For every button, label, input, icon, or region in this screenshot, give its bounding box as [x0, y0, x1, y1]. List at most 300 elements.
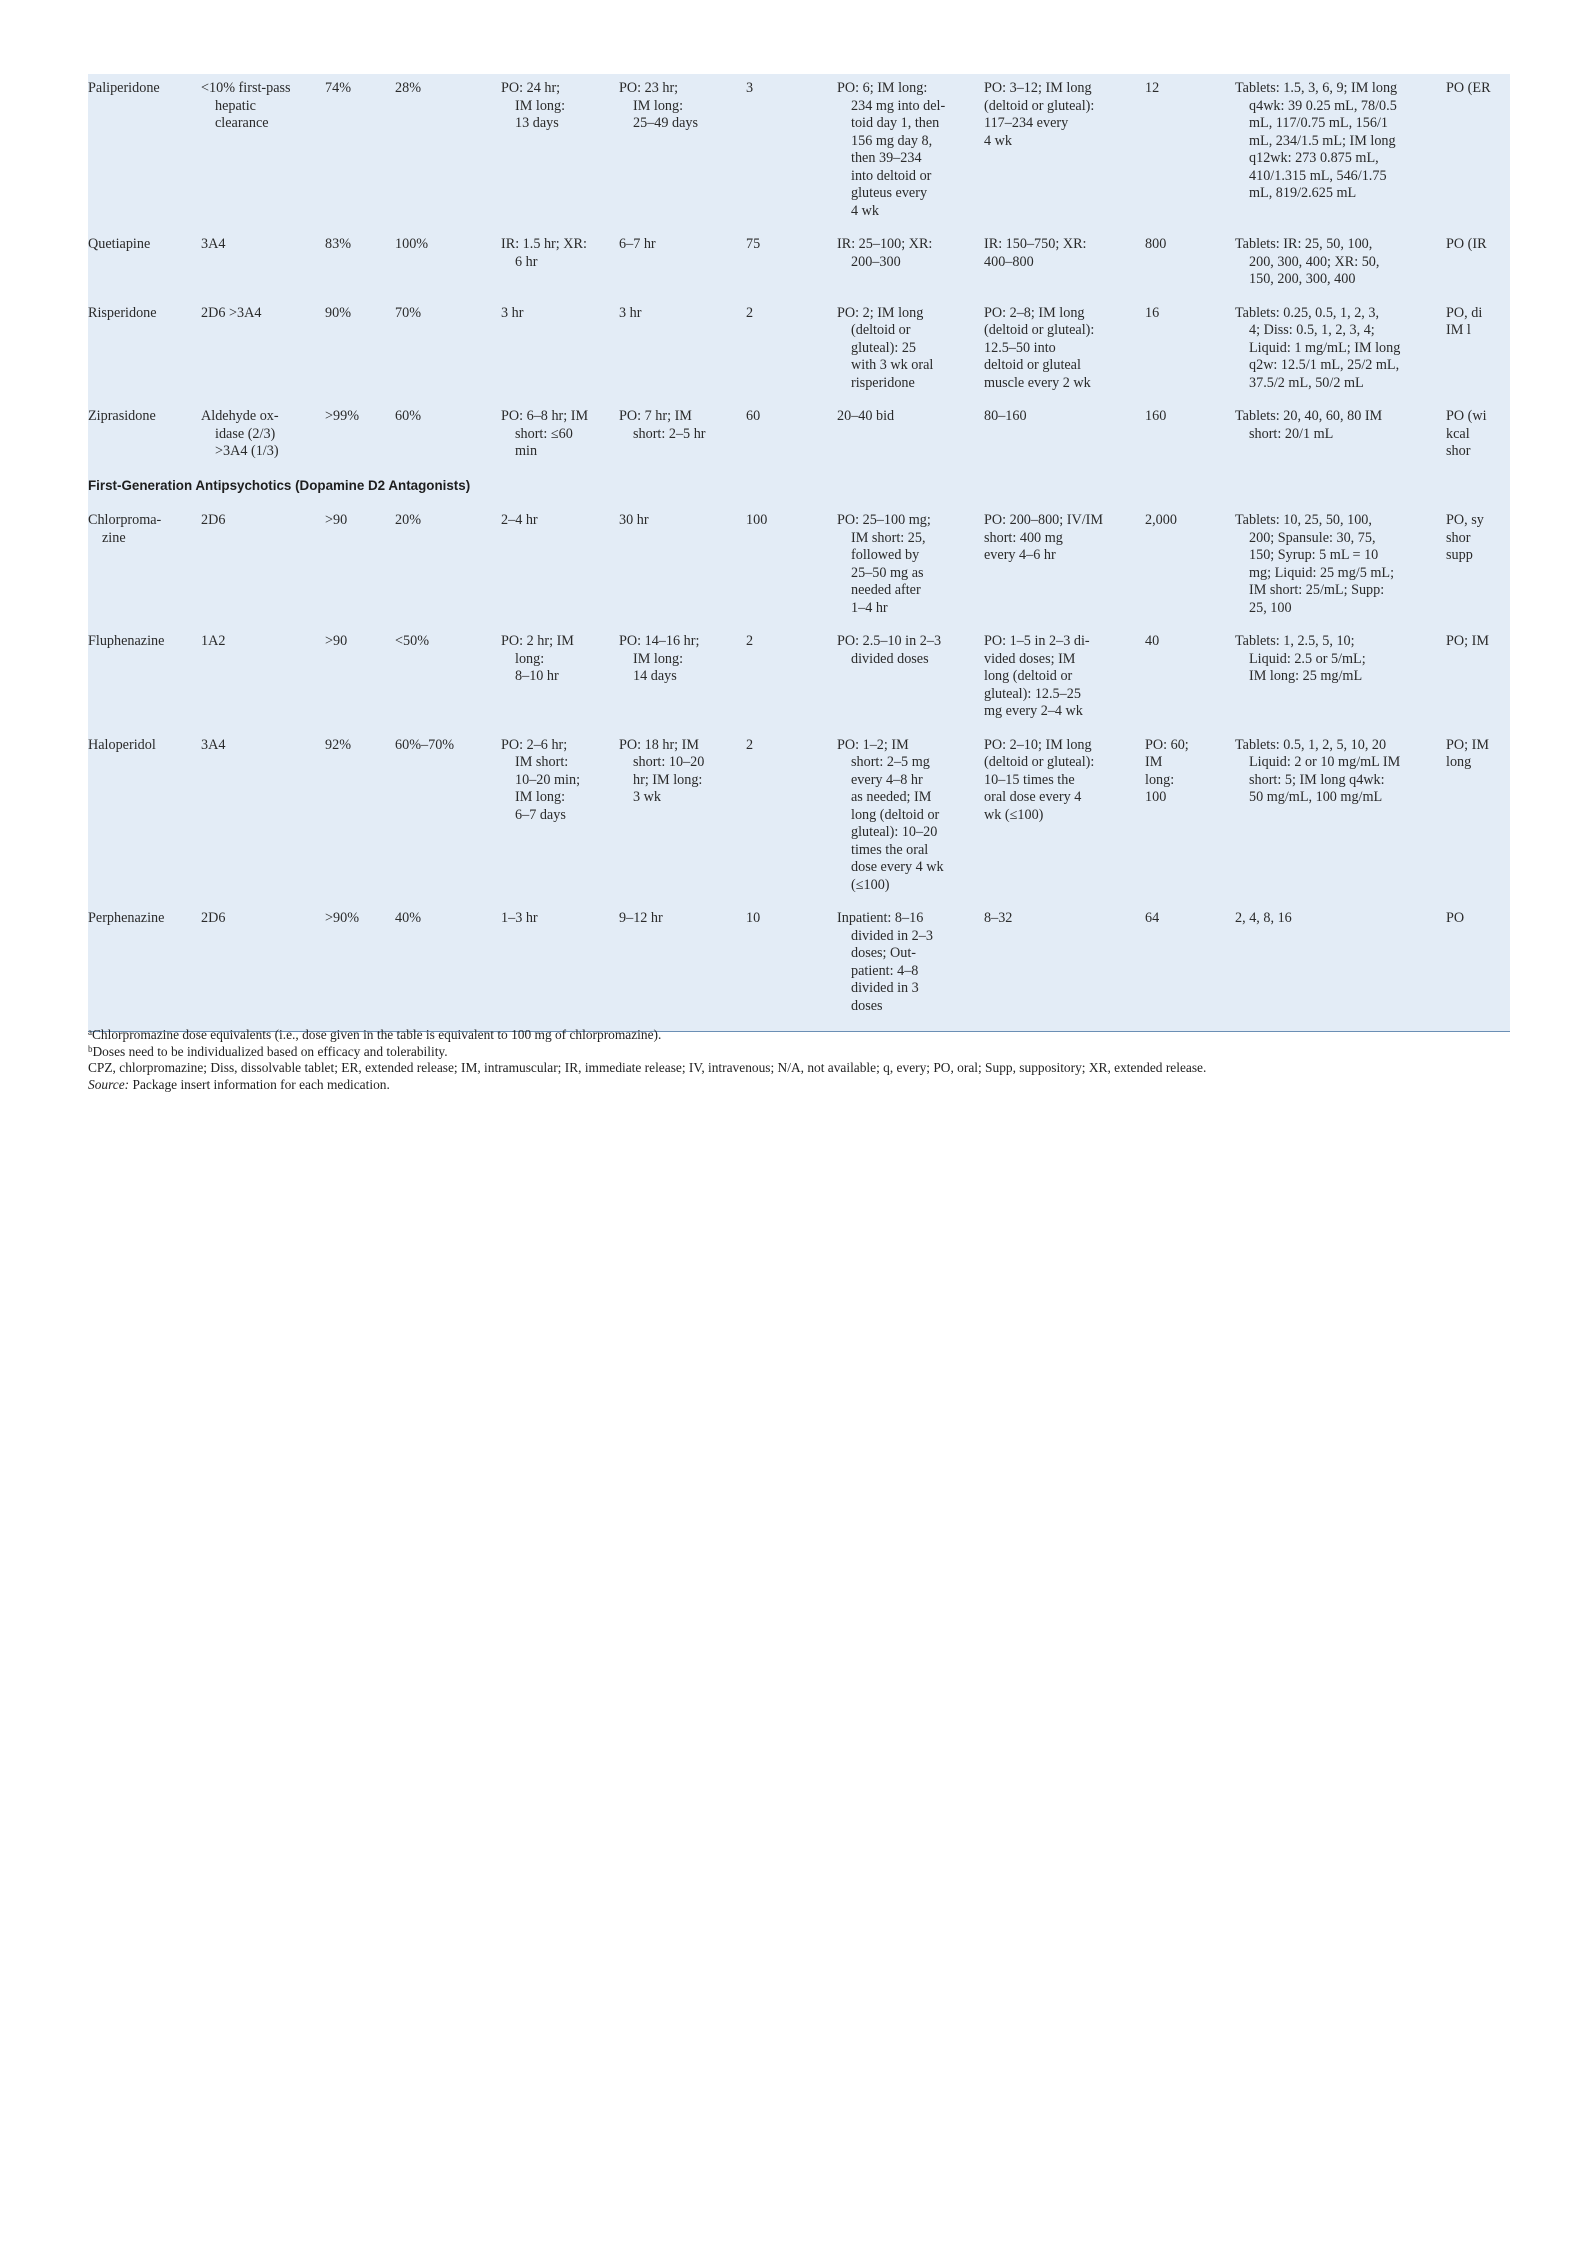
- antipsychotic-table: [88, 74, 1510, 1032]
- cell-line: Tablets: 10, 25, 50, 100,: [1235, 512, 1372, 528]
- cell-name: [88, 737, 201, 911]
- cell-forms: [1235, 305, 1446, 409]
- cell-line: 117–234 every: [984, 115, 1069, 131]
- cell-line: q2w: 12.5/1 mL, 25/2 mL,: [1249, 357, 1400, 373]
- footnote-b-mark: b: [88, 1043, 93, 1054]
- table-row: [88, 236, 1510, 305]
- cell-line: short: 5; IM long q4wk:: [1249, 771, 1385, 788]
- cell-line: Chlorproma-: [88, 512, 162, 528]
- cell-line: supp: [1446, 547, 1473, 563]
- cell-line: 10–15 times the: [984, 771, 1075, 788]
- cell-line: IM long:: [515, 97, 566, 114]
- cell-line: toid day 1, then: [851, 115, 940, 131]
- cell-line: 12.5–50 into: [984, 339, 1056, 356]
- cell-line: 9–12 hr: [619, 910, 663, 926]
- cell-line: short: 20/1 mL: [1249, 425, 1334, 442]
- cell-line: then 39–234: [851, 150, 922, 166]
- cell-line: 6–7 days: [515, 806, 566, 823]
- cell-line: PO: 18 hr; IM: [619, 736, 700, 753]
- cell-line: 13 days: [515, 115, 559, 131]
- cell-route: [1446, 74, 1510, 236]
- cell-line: 6–7 hr: [619, 236, 656, 252]
- cell-line: 100: [1145, 789, 1167, 805]
- cell-line: (deltoid or gluteal):: [984, 97, 1095, 114]
- cell-route: [1446, 633, 1510, 737]
- cell-line: (deltoid or: [851, 322, 911, 338]
- cell-usual: [984, 910, 1145, 1031]
- cell-line: every 4–6 hr: [984, 547, 1056, 563]
- cell-line: Risperidone: [88, 304, 157, 321]
- cell-line: deltoid or gluteal: [984, 357, 1081, 373]
- cell-line: PO: 25–100 mg;: [837, 512, 931, 528]
- cell-line: PO: 1–2; IM: [837, 736, 909, 753]
- cell-line: >99%: [325, 408, 360, 424]
- cell-line: PO, di: [1446, 304, 1483, 321]
- cell-line: into deltoid or: [851, 167, 932, 184]
- cell-line: mg every 2–4 wk: [984, 703, 1083, 719]
- cell-line: IR: 1.5 hr; XR:: [501, 236, 587, 252]
- cell-line: PO: 2.5–10 in 2–3: [837, 633, 942, 649]
- cell-line: (≤100): [851, 876, 890, 893]
- cell-line: IM short: 25/mL; Supp:: [1249, 582, 1385, 598]
- cell-line: muscle every 2 wk: [984, 374, 1091, 391]
- cell-line: 83%: [325, 236, 352, 252]
- cell-line: Tablets: 0.5, 1, 2, 5, 10, 20: [1235, 736, 1387, 753]
- cell-line: 1–3 hr: [501, 910, 538, 926]
- cell-tmax: [501, 506, 619, 633]
- cell-bioavail: [325, 236, 395, 305]
- cell-metabolism: [201, 305, 325, 409]
- cell-line: 37.5/2 mL, 50/2 mL: [1249, 374, 1364, 391]
- cell-line: PO: 6; IM long:: [837, 80, 928, 96]
- cell-line: zine: [102, 529, 126, 546]
- cell-line: PO: 6–8 hr; IM: [501, 408, 589, 424]
- cell-tmax: [501, 236, 619, 305]
- cell-line: 156 mg day 8,: [851, 132, 933, 149]
- cell-line: gluteal): 10–20: [851, 824, 938, 840]
- cell-line: long (deltoid or: [851, 806, 940, 823]
- abbreviations-note: CPZ, chlorpromazine; Diss, dissolvable tablet; ER, extended release; IM, intramuscular; IR, immediate release; IV, intravenous; N/A, not available; q, every; PO, oral; Supp, suppository; XR, extended release.: [88, 1060, 1207, 1075]
- cell-line: PO: 2; IM long: [837, 304, 924, 321]
- cell-line: 10: [746, 910, 761, 926]
- cell-line: with 3 wk oral: [851, 357, 934, 373]
- cell-line: IM l: [1446, 322, 1471, 338]
- table-row: [88, 633, 1510, 737]
- cell-line: IM long:: [633, 97, 684, 114]
- cell-start: [837, 737, 984, 911]
- cell-max: [1145, 236, 1235, 305]
- cell-line: Quetiapine: [88, 236, 151, 252]
- cell-bioavail: [325, 74, 395, 236]
- cell-line: long: [1446, 754, 1472, 770]
- cell-line: hepatic: [215, 97, 256, 114]
- cell-line: PO; IM: [1446, 736, 1489, 753]
- cell-metabolism: [201, 506, 325, 633]
- cell-equiv: [746, 737, 837, 911]
- cell-max: [1145, 910, 1235, 1031]
- footnote-b: [88, 1044, 1548, 1061]
- cell-halflife: [619, 408, 746, 477]
- cell-line: 90%: [325, 304, 352, 321]
- cell-line: mg; Liquid: 25 mg/5 mL;: [1249, 564, 1395, 581]
- table-row: [88, 408, 1510, 477]
- cell-line: 160: [1145, 408, 1167, 424]
- table-body-second-generation: [88, 74, 1510, 477]
- table-row: [88, 910, 1510, 1031]
- cell-forms: [1235, 737, 1446, 911]
- cell-line: long:: [515, 650, 545, 667]
- table-section-header: [88, 477, 1510, 507]
- cell-line: 25–50 mg as: [851, 564, 924, 581]
- cell-start: [837, 74, 984, 236]
- cell-line: PO (ER: [1446, 80, 1491, 96]
- cell-start: [837, 506, 984, 633]
- cell-line: Liquid: 1 mg/mL; IM long: [1249, 339, 1401, 356]
- cell-line: 60%–70%: [395, 736, 455, 753]
- cell-line: 80–160: [984, 408, 1027, 424]
- cell-line: 4 wk: [851, 202, 879, 219]
- cell-line: IM short: 25,: [851, 529, 926, 546]
- cell-line: 2: [746, 304, 754, 321]
- cell-line: gluteal): 12.5–25: [984, 685, 1081, 702]
- cell-line: 3 hr: [619, 304, 642, 321]
- cell-line: wk (≤100): [984, 806, 1044, 823]
- cell-line: 1–4 hr: [851, 599, 888, 616]
- cell-line: 150, 200, 300, 400: [1249, 271, 1356, 287]
- cell-line: PO: 7 hr; IM: [619, 408, 692, 424]
- table-footnotes: [88, 1027, 1548, 1093]
- table-body-first-generation: [88, 506, 1510, 1031]
- cell-line: long:: [1145, 771, 1175, 788]
- cell-equiv: [746, 236, 837, 305]
- cell-line: short: 2–5 hr: [633, 425, 706, 442]
- cell-line: 74%: [325, 80, 352, 96]
- cell-line: IM short:: [515, 754, 569, 770]
- cell-line: doses: [851, 997, 883, 1014]
- cell-tmax: [501, 408, 619, 477]
- cell-line: 50 mg/mL, 100 mg/mL: [1249, 789, 1383, 805]
- cell-line: Tablets: IR: 25, 50, 100,: [1235, 236, 1373, 252]
- cell-line: needed after: [851, 582, 921, 598]
- cell-line: IM: [1145, 754, 1163, 770]
- cell-line: gluteus every: [851, 185, 928, 201]
- cell-line: 25–49 days: [633, 115, 699, 131]
- cell-equiv: [746, 506, 837, 633]
- cell-start: [837, 910, 984, 1031]
- cell-line: patient: 4–8: [851, 962, 919, 979]
- cell-line: 200, 300, 400; XR: 50,: [1249, 253, 1380, 270]
- cell-bioavail: [325, 633, 395, 737]
- cell-line: short: 400 mg: [984, 529, 1063, 546]
- cell-metabolism: [201, 910, 325, 1031]
- cell-line: 3 hr: [501, 304, 524, 321]
- cell-equiv: [746, 408, 837, 477]
- cell-tmax: [501, 74, 619, 236]
- cell-bioavail: [325, 737, 395, 911]
- cell-line: mL, 819/2.625 mL: [1249, 185, 1357, 201]
- source-label: Source:: [88, 1076, 130, 1092]
- cell-line: short: 10–20: [633, 754, 705, 770]
- cell-line: >90: [325, 633, 348, 649]
- cell-line: short: ≤60: [515, 425, 573, 442]
- cell-line: Fluphenazine: [88, 633, 165, 649]
- table-row: [88, 305, 1510, 409]
- cell-line: 10–20 min;: [515, 771, 581, 788]
- cell-line: 150; Syrup: 5 mL = 10: [1249, 547, 1379, 563]
- cell-line: Tablets: 1.5, 3, 6, 9; IM long: [1235, 80, 1398, 96]
- cell-line: 6 hr: [515, 253, 538, 270]
- cell-line: times the oral: [851, 841, 929, 858]
- cell-route: [1446, 737, 1510, 911]
- cell-line: clearance: [215, 115, 269, 131]
- cell-line: 40: [1145, 633, 1160, 649]
- footnote-a-text: Chlorpromazine dose equivalents (i.e., dose given in the table is equivalent to 100 mg of chlorpromazine).: [92, 1027, 662, 1042]
- cell-line: 2: [746, 736, 754, 753]
- table-row: [88, 74, 1510, 236]
- cell-metabolism: [201, 236, 325, 305]
- cell-line: idase (2/3): [215, 425, 276, 442]
- cell-line: 100%: [395, 236, 429, 252]
- cell-line: dose every 4 wk: [851, 859, 944, 875]
- cell-start: [837, 633, 984, 737]
- cell-protein: [395, 74, 501, 236]
- cell-protein: [395, 408, 501, 477]
- cell-forms: [1235, 910, 1446, 1031]
- cell-line: hr; IM long:: [633, 771, 703, 788]
- source-note: [88, 1077, 1548, 1094]
- cell-line: PO, sy: [1446, 512, 1484, 528]
- cell-name: [88, 74, 201, 236]
- cell-line: 64: [1145, 910, 1160, 926]
- cell-line: 410/1.315 mL, 546/1.75: [1249, 167, 1387, 184]
- cell-line: oral dose every 4: [984, 789, 1082, 805]
- cell-equiv: [746, 74, 837, 236]
- cell-line: divided doses: [851, 650, 929, 667]
- cell-line: PO (wi: [1446, 408, 1487, 424]
- cell-line: 2D6: [201, 512, 226, 528]
- cell-line: long (deltoid or: [984, 668, 1073, 684]
- cell-usual: [984, 737, 1145, 911]
- cell-line: IM long:: [633, 650, 684, 667]
- cell-line: PO: 14–16 hr;: [619, 633, 700, 649]
- cell-line: IR: 150–750; XR:: [984, 236, 1087, 252]
- cell-line: 4; Diss: 0.5, 1, 2, 3, 4;: [1249, 322, 1375, 338]
- cell-line: Inpatient: 8–16: [837, 910, 924, 926]
- cell-line: shor: [1446, 529, 1471, 546]
- table-row: [88, 506, 1510, 633]
- cell-line: 800: [1145, 236, 1167, 252]
- cell-line: q4wk: 39 0.25 mL, 78/0.5: [1249, 97, 1397, 114]
- cell-halflife: [619, 737, 746, 911]
- cell-line: PO (IR: [1446, 236, 1487, 252]
- cell-line: 3 wk: [633, 789, 661, 805]
- cell-line: PO: 2–10; IM long: [984, 736, 1092, 753]
- drug-table: [88, 74, 1510, 1031]
- cell-line: 234 mg into del-: [851, 97, 946, 114]
- cell-line: 200–300: [851, 253, 901, 270]
- cell-line: 2D6 >3A4: [201, 304, 262, 321]
- cell-line: divided in 3: [851, 980, 919, 996]
- footnote-a-mark: a: [88, 1027, 92, 1037]
- cell-halflife: [619, 74, 746, 236]
- cell-line: PO: 3–12; IM long: [984, 80, 1092, 96]
- cell-halflife: [619, 633, 746, 737]
- cell-usual: [984, 236, 1145, 305]
- cell-route: [1446, 910, 1510, 1031]
- cell-max: [1145, 74, 1235, 236]
- cell-line: risperidone: [851, 374, 915, 391]
- cell-bioavail: [325, 408, 395, 477]
- cell-line: 4 wk: [984, 132, 1012, 149]
- cell-line: PO: 2 hr; IM: [501, 633, 574, 649]
- source-text: Package insert information for each medication.: [129, 1076, 390, 1092]
- cell-line: 70%: [395, 304, 422, 321]
- cell-line: shor: [1446, 443, 1471, 459]
- cell-line: PO: [1446, 910, 1465, 926]
- cell-name: [88, 236, 201, 305]
- cell-forms: [1235, 408, 1446, 477]
- cell-halflife: [619, 910, 746, 1031]
- cell-line: 16: [1145, 304, 1160, 321]
- cell-forms: [1235, 506, 1446, 633]
- cell-tmax: [501, 737, 619, 911]
- cell-line: PO: 1–5 in 2–3 di-: [984, 633, 1090, 649]
- cell-line: >90: [325, 512, 348, 528]
- cell-line: 40%: [395, 910, 422, 926]
- cell-route: [1446, 408, 1510, 477]
- cell-line: IR: 25–100; XR:: [837, 236, 933, 252]
- cell-line: min: [515, 443, 538, 459]
- cell-line: every 4–8 hr: [851, 771, 923, 788]
- cell-line: Tablets: 20, 40, 60, 80 IM: [1235, 408, 1383, 424]
- cell-line: 60%: [395, 408, 422, 424]
- cell-line: Aldehyde ox-: [201, 408, 279, 424]
- cell-tmax: [501, 305, 619, 409]
- cell-usual: [984, 74, 1145, 236]
- cell-line: 3A4: [201, 236, 226, 252]
- cell-metabolism: [201, 74, 325, 236]
- cell-line: 25, 100: [1249, 599, 1292, 616]
- cell-line: mL, 234/1.5 mL; IM long: [1249, 132, 1396, 149]
- cell-line: 3: [746, 80, 754, 96]
- cell-max: [1145, 408, 1235, 477]
- cell-metabolism: [201, 633, 325, 737]
- cell-equiv: [746, 910, 837, 1031]
- cell-line: 2: [746, 633, 754, 649]
- cell-line: mL, 117/0.75 mL, 156/1: [1249, 115, 1388, 131]
- cell-line: >90%: [325, 910, 360, 926]
- cell-name: [88, 408, 201, 477]
- cell-line: Liquid: 2 or 10 mg/mL IM: [1249, 754, 1401, 770]
- cell-tmax: [501, 910, 619, 1031]
- table-row: [88, 737, 1510, 911]
- cell-line: q12wk: 273 0.875 mL,: [1249, 150, 1379, 166]
- cell-line: Ziprasidone: [88, 408, 156, 424]
- cell-line: as needed; IM: [851, 789, 932, 805]
- cell-line: PO: 60;: [1145, 736, 1189, 753]
- cell-start: [837, 408, 984, 477]
- cell-forms: [1235, 74, 1446, 236]
- cell-start: [837, 236, 984, 305]
- cell-line: 20%: [395, 512, 422, 528]
- cell-line: 92%: [325, 736, 352, 753]
- cell-line: 1A2: [201, 633, 226, 649]
- cell-max: [1145, 737, 1235, 911]
- cell-line: gluteal): 25: [851, 339, 917, 356]
- footnote-a: [88, 1027, 1548, 1044]
- cell-line: Perphenazine: [88, 910, 165, 926]
- cell-line: Tablets: 1, 2.5, 5, 10;: [1235, 633, 1355, 649]
- cell-name: [88, 910, 201, 1031]
- cell-start: [837, 305, 984, 409]
- cell-usual: [984, 506, 1145, 633]
- cell-route: [1446, 236, 1510, 305]
- section-first-generation-label: First-Generation Antipsychotics (Dopamine D2 Antagonists): [88, 477, 471, 493]
- cell-line: 28%: [395, 80, 422, 96]
- cell-protein: [395, 633, 501, 737]
- cell-line: PO: 2–6 hr;: [501, 736, 568, 753]
- cell-protein: [395, 236, 501, 305]
- cell-equiv: [746, 305, 837, 409]
- cell-halflife: [619, 506, 746, 633]
- cell-max: [1145, 633, 1235, 737]
- cell-max: [1145, 305, 1235, 409]
- cell-line: 2D6: [201, 910, 226, 926]
- cell-equiv: [746, 633, 837, 737]
- cell-line: Paliperidone: [88, 80, 160, 96]
- cell-tmax: [501, 633, 619, 737]
- cell-bioavail: [325, 305, 395, 409]
- cell-line: short: 2–5 mg: [851, 754, 930, 770]
- cell-line: Haloperidol: [88, 736, 156, 753]
- cell-name: [88, 506, 201, 633]
- cell-line: >3A4 (1/3): [215, 443, 279, 459]
- cell-halflife: [619, 305, 746, 409]
- cell-line: Tablets: 0.25, 0.5, 1, 2, 3,: [1235, 304, 1380, 321]
- cell-line: PO: 24 hr;: [501, 80, 561, 96]
- cell-protein: [395, 737, 501, 911]
- cell-max: [1145, 506, 1235, 633]
- cell-line: PO: 23 hr;: [619, 80, 679, 96]
- cell-line: (deltoid or gluteal):: [984, 322, 1095, 338]
- cell-line: 30 hr: [619, 512, 649, 528]
- cell-line: <50%: [395, 633, 430, 649]
- cell-line: 400–800: [984, 253, 1034, 270]
- cell-line: kcal: [1446, 425, 1470, 442]
- cell-line: 60: [746, 408, 761, 424]
- cell-line: doses; Out-: [851, 945, 917, 961]
- cell-line: 2,000: [1145, 512, 1177, 528]
- cell-usual: [984, 305, 1145, 409]
- cell-protein: [395, 506, 501, 633]
- cell-line: PO: 2–8; IM long: [984, 304, 1085, 321]
- cell-line: 14 days: [633, 668, 677, 684]
- cell-line: 2, 4, 8, 16: [1235, 910, 1292, 926]
- cell-line: 2–4 hr: [501, 512, 538, 528]
- cell-line: PO: 200–800; IV/IM: [984, 512, 1104, 528]
- cell-name: [88, 633, 201, 737]
- cell-bioavail: [325, 910, 395, 1031]
- cell-line: 12: [1145, 80, 1160, 96]
- cell-line: 100: [746, 512, 768, 528]
- cell-forms: [1235, 633, 1446, 737]
- cell-usual: [984, 633, 1145, 737]
- cell-metabolism: [201, 737, 325, 911]
- cell-line: Liquid: 2.5 or 5/mL;: [1249, 650, 1366, 667]
- cell-line: vided doses; IM: [984, 650, 1076, 667]
- cell-line: 3A4: [201, 736, 226, 753]
- cell-line: 200; Spansule: 30, 75,: [1249, 529, 1376, 546]
